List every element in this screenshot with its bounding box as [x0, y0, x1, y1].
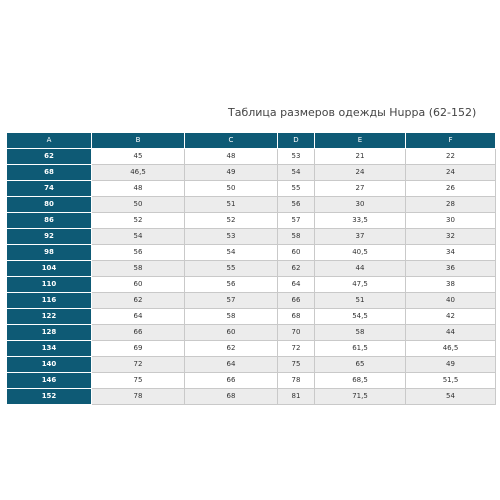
table-cell-d: 66 [278, 293, 315, 309]
table-row [7, 229, 496, 245]
table-cell-f: 54 [406, 389, 496, 405]
row-header-cell: 134 [7, 341, 92, 357]
table-cell-c: 53 [185, 229, 278, 245]
table-cell-e: 37 [315, 229, 406, 245]
table-cell-d: 75 [278, 357, 315, 373]
table-cell-b: 54 [92, 229, 185, 245]
table-cell-b: 78 [92, 389, 185, 405]
table-row [7, 325, 496, 341]
table-cell-e: 44 [315, 261, 406, 277]
table-cell-b: 56 [92, 245, 185, 261]
column-header-b: B [92, 133, 185, 149]
row-header-cell: 92 [7, 229, 92, 245]
table-cell-d: 70 [278, 325, 315, 341]
table-row [7, 293, 496, 309]
table-cell-e: 61,5 [315, 341, 406, 357]
table-row [7, 357, 496, 373]
table-cell-f: 42 [406, 309, 496, 325]
row-header-cell: 122 [7, 309, 92, 325]
table-cell-b: 52 [92, 213, 185, 229]
row-header-cell: 74 [7, 181, 92, 197]
table-cell-f: 40 [406, 293, 496, 309]
table-cell-c: 52 [185, 213, 278, 229]
table-cell-d: 54 [278, 165, 315, 181]
column-header-d: D [278, 133, 315, 149]
table-cell-f: 46,5 [406, 341, 496, 357]
table-row [7, 277, 496, 293]
table-cell-e: 24 [315, 165, 406, 181]
table-cell-c: 55 [185, 261, 278, 277]
table-cell-e: 68,5 [315, 373, 406, 389]
table-cell-c: 68 [185, 389, 278, 405]
row-header-cell: 98 [7, 245, 92, 261]
table-row [7, 341, 496, 357]
row-header-cell: 68 [7, 165, 92, 181]
table-row [7, 373, 496, 389]
table-cell-e: 30 [315, 197, 406, 213]
table-cell-e: 58 [315, 325, 406, 341]
table-cell-c: 58 [185, 309, 278, 325]
table-cell-b: 69 [92, 341, 185, 357]
table-row [7, 181, 496, 197]
table-cell-e: 33,5 [315, 213, 406, 229]
table-cell-b: 50 [92, 197, 185, 213]
table-cell-c: 57 [185, 293, 278, 309]
table-cell-d: 81 [278, 389, 315, 405]
table-body [7, 149, 496, 405]
table-cell-e: 54,5 [315, 309, 406, 325]
table-cell-f: 28 [406, 197, 496, 213]
table-cell-d: 53 [278, 149, 315, 165]
table-cell-d: 64 [278, 277, 315, 293]
table-cell-e: 51 [315, 293, 406, 309]
table-cell-d: 78 [278, 373, 315, 389]
table-row [7, 309, 496, 325]
row-header-cell: 104 [7, 261, 92, 277]
table-cell-b: 48 [92, 181, 185, 197]
table-cell-b: 45 [92, 149, 185, 165]
row-header-cell: 152 [7, 389, 92, 405]
table-row [7, 149, 496, 165]
table-cell-f: 34 [406, 245, 496, 261]
table-cell-f: 24 [406, 165, 496, 181]
column-header-c: C [185, 133, 278, 149]
table-cell-e: 65 [315, 357, 406, 373]
table-cell-c: 54 [185, 245, 278, 261]
table-cell-e: 40,5 [315, 245, 406, 261]
column-header-a: A [7, 133, 92, 149]
table-cell-c: 49 [185, 165, 278, 181]
table-header-row [7, 133, 496, 149]
table-cell-f: 51,5 [406, 373, 496, 389]
table-cell-d: 58 [278, 229, 315, 245]
table-cell-f: 38 [406, 277, 496, 293]
table-cell-b: 46,5 [92, 165, 185, 181]
table-cell-c: 62 [185, 341, 278, 357]
table-cell-d: 68 [278, 309, 315, 325]
table-row [7, 165, 496, 181]
table-cell-e: 27 [315, 181, 406, 197]
table-cell-c: 64 [185, 357, 278, 373]
table-cell-f: 26 [406, 181, 496, 197]
table-cell-f: 36 [406, 261, 496, 277]
row-header-cell: 128 [7, 325, 92, 341]
table-cell-c: 56 [185, 277, 278, 293]
table-row [7, 197, 496, 213]
table-cell-b: 58 [92, 261, 185, 277]
table-cell-f: 30 [406, 213, 496, 229]
row-header-cell: 116 [7, 293, 92, 309]
table-cell-b: 72 [92, 357, 185, 373]
table-cell-c: 48 [185, 149, 278, 165]
table-cell-f: 32 [406, 229, 496, 245]
table-cell-e: 71,5 [315, 389, 406, 405]
table-cell-d: 57 [278, 213, 315, 229]
table-cell-b: 75 [92, 373, 185, 389]
table-cell-e: 21 [315, 149, 406, 165]
table-cell-c: 50 [185, 181, 278, 197]
row-header-cell: 80 [7, 197, 92, 213]
table-cell-d: 56 [278, 197, 315, 213]
table-cell-d: 62 [278, 261, 315, 277]
table-cell-f: 22 [406, 149, 496, 165]
row-header-cell: 86 [7, 213, 92, 229]
table-cell-d: 55 [278, 181, 315, 197]
table-cell-f: 44 [406, 325, 496, 341]
table-cell-e: 47,5 [315, 277, 406, 293]
table-cell-d: 60 [278, 245, 315, 261]
table-cell-c: 60 [185, 325, 278, 341]
table-row [7, 261, 496, 277]
table-cell-c: 51 [185, 197, 278, 213]
table-cell-d: 72 [278, 341, 315, 357]
row-header-cell: 62 [7, 149, 92, 165]
table-row [7, 245, 496, 261]
table-row [7, 213, 496, 229]
page-title: Таблица размеров одежды Huppa (62-152) [228, 106, 477, 119]
table-cell-b: 66 [92, 325, 185, 341]
table-cell-f: 49 [406, 357, 496, 373]
table-cell-b: 62 [92, 293, 185, 309]
table-cell-b: 64 [92, 309, 185, 325]
column-header-f: F [406, 133, 496, 149]
table-cell-b: 60 [92, 277, 185, 293]
row-header-cell: 110 [7, 277, 92, 293]
row-header-cell: 146 [7, 373, 92, 389]
table-cell-c: 66 [185, 373, 278, 389]
column-header-e: E [315, 133, 406, 149]
table-row [7, 389, 496, 405]
size-table [6, 132, 496, 405]
row-header-cell: 140 [7, 357, 92, 373]
